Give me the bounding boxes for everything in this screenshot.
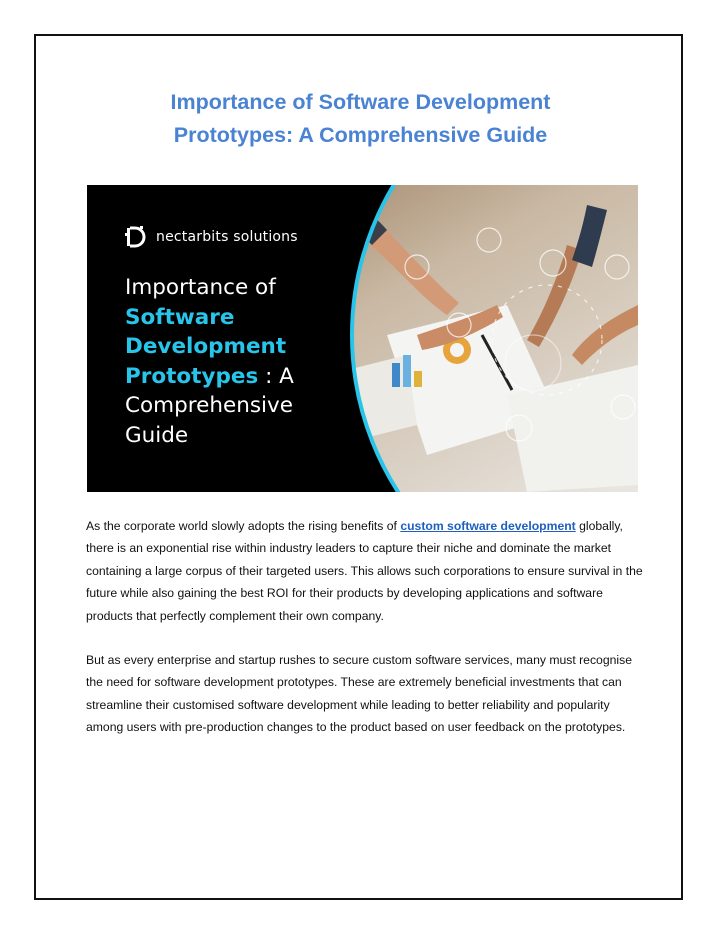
paragraph-2: But as every enterprise and startup rushes to secure custom software services, many must recognise the need for software development prototypes. These are extremely beneficial investments that can streamline their customised software development while leading to better reliability and popularity among users with pre-production changes to the product based on user feedback on the prototypes. — [86, 653, 632, 735]
brand-logo — [125, 225, 298, 249]
paragraph-1-text-start: As the corporate world slowly adopts the rising benefits of — [86, 519, 401, 533]
hero-heading-line-3: Development — [125, 334, 287, 359]
paragraph-1 — [86, 515, 646, 627]
hero-heading-line-5: Comprehensive — [125, 393, 293, 418]
document-title-line-1: Importance of Software Development — [170, 90, 551, 114]
document-page — [34, 34, 683, 900]
custom-software-development-link[interactable]: custom software development — [400, 519, 576, 533]
nectarbits-logo-icon — [125, 226, 149, 248]
hero-heading — [125, 273, 365, 450]
hero-banner-image — [87, 185, 638, 492]
hero-heading-line-6: Guide — [125, 422, 189, 448]
document-title-line-2: Prototypes: A Comprehensive Guide — [173, 123, 548, 147]
hero-heading-line-4b: : A — [258, 363, 294, 389]
hero-heading-line-4a: Prototypes — [125, 363, 259, 389]
hero-heading-line-1: Importance of — [125, 275, 276, 300]
paragraph-1-text-end: globally, there is an exponential rise within industry leaders to capture their niche and dominate the market containing a large corpus of their targeted users. This allows such corporations to ensure survival in the future while also gaining the best ROI for their products by developing applications and software products that perfectly complement their own company. — [86, 519, 643, 623]
hero-heading-line-2: Software — [125, 304, 235, 330]
document-title — [36, 86, 685, 152]
brand-name: nectarbits solutions — [156, 229, 298, 245]
